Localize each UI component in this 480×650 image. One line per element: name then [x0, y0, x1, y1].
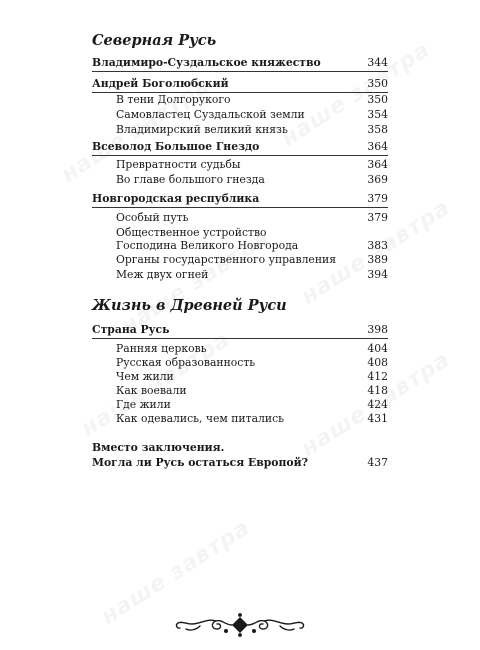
toc-entry-label: Андрей Боголюбский	[92, 77, 229, 90]
toc-entry-page: 383	[367, 239, 388, 252]
section-title: Северная Русь	[92, 32, 217, 49]
toc-entry-label: Общественное устройство	[116, 226, 267, 239]
divider	[92, 155, 388, 156]
toc-entry-label: Владимиро-Суздальское княжество	[92, 56, 321, 69]
toc-subentry[interactable]	[92, 252, 388, 268]
toc-entry-conclusion[interactable]	[92, 440, 388, 456]
toc-entry-page: 369	[367, 173, 388, 186]
toc-subentry[interactable]	[92, 172, 388, 188]
toc-entry-conclusion[interactable]	[92, 455, 388, 471]
toc-entry-page: 364	[367, 158, 388, 171]
toc-entry[interactable]	[92, 76, 388, 92]
toc-entry-page: 350	[367, 77, 388, 90]
toc-entry-label: Как одевались, чем питались	[116, 412, 285, 425]
toc-entry-label: Могла ли Русь остаться Европой?	[92, 456, 308, 469]
toc-entry-page: 412	[367, 370, 388, 383]
toc-subentry[interactable]	[92, 411, 388, 427]
section-title: Жизнь в Древней Руси	[92, 297, 287, 314]
toc-entry-label: Меж двух огней	[116, 268, 209, 281]
toc-entry-label: Ранняя церковь	[116, 342, 207, 355]
toc-entry-page: 408	[367, 356, 388, 369]
toc-entry-label: Чем жили	[116, 370, 174, 383]
toc-entry-label: В тени Долгорукого	[116, 93, 231, 106]
toc-entry-label: Новгородская республика	[92, 192, 260, 205]
toc-entry-label: Самовластец Суздальской земли	[116, 108, 305, 121]
toc-entry-page: 398	[367, 323, 388, 336]
toc-entry-label: Особый путь	[116, 211, 189, 224]
divider	[92, 207, 388, 208]
toc-entry-label: Превратности судьбы	[116, 158, 241, 171]
toc-entry-label: Во главе большого гнезда	[116, 173, 265, 186]
toc-entry[interactable]	[92, 55, 388, 71]
toc-entry-page: 394	[367, 268, 388, 281]
toc-entry-page: 404	[367, 342, 388, 355]
toc-entry-label: Владимирский великий князь	[116, 123, 288, 136]
toc-entry-label: Вместо заключения.	[92, 441, 225, 454]
toc-subentry[interactable]	[92, 267, 388, 283]
toc-entry-page: 354	[367, 108, 388, 121]
toc-entry-label: Всеволод Большое Гнездо	[92, 140, 260, 153]
toc-entry-label: Господина Великого Новгорода	[116, 239, 299, 252]
toc-subentry[interactable]	[92, 210, 388, 226]
ornament-divider	[170, 612, 310, 638]
toc-entry-page: 344	[367, 56, 388, 69]
toc-entry-label: Где жили	[116, 398, 171, 411]
toc-subentry[interactable]	[92, 122, 388, 138]
toc-entry-label: Как воевали	[116, 384, 187, 397]
toc-entry-page: 424	[367, 398, 388, 411]
toc-entry-page: 379	[367, 192, 388, 205]
toc-entry-page: 350	[367, 93, 388, 106]
toc-entry[interactable]	[92, 322, 388, 338]
divider	[92, 338, 388, 339]
toc-entry-page: 418	[367, 384, 388, 397]
toc-entry-label: Органы государственного управления	[116, 253, 337, 266]
toc-subentry[interactable]	[92, 92, 388, 108]
toc-entry[interactable]	[92, 139, 388, 155]
toc-entry-page: 364	[367, 140, 388, 153]
toc-entry-page: 431	[367, 412, 388, 425]
toc-subentry[interactable]	[92, 107, 388, 123]
toc-entry[interactable]	[92, 191, 388, 207]
toc-entry-label: Страна Русь	[92, 323, 170, 336]
toc-subentry[interactable]	[92, 157, 388, 173]
toc-entry-page: 358	[367, 123, 388, 136]
toc-entry-page: 389	[367, 253, 388, 266]
divider	[92, 71, 388, 72]
toc-entry-page: 437	[367, 456, 388, 469]
toc-entry-label: Русская образованность	[116, 356, 256, 369]
toc-entry-page: 379	[367, 211, 388, 224]
